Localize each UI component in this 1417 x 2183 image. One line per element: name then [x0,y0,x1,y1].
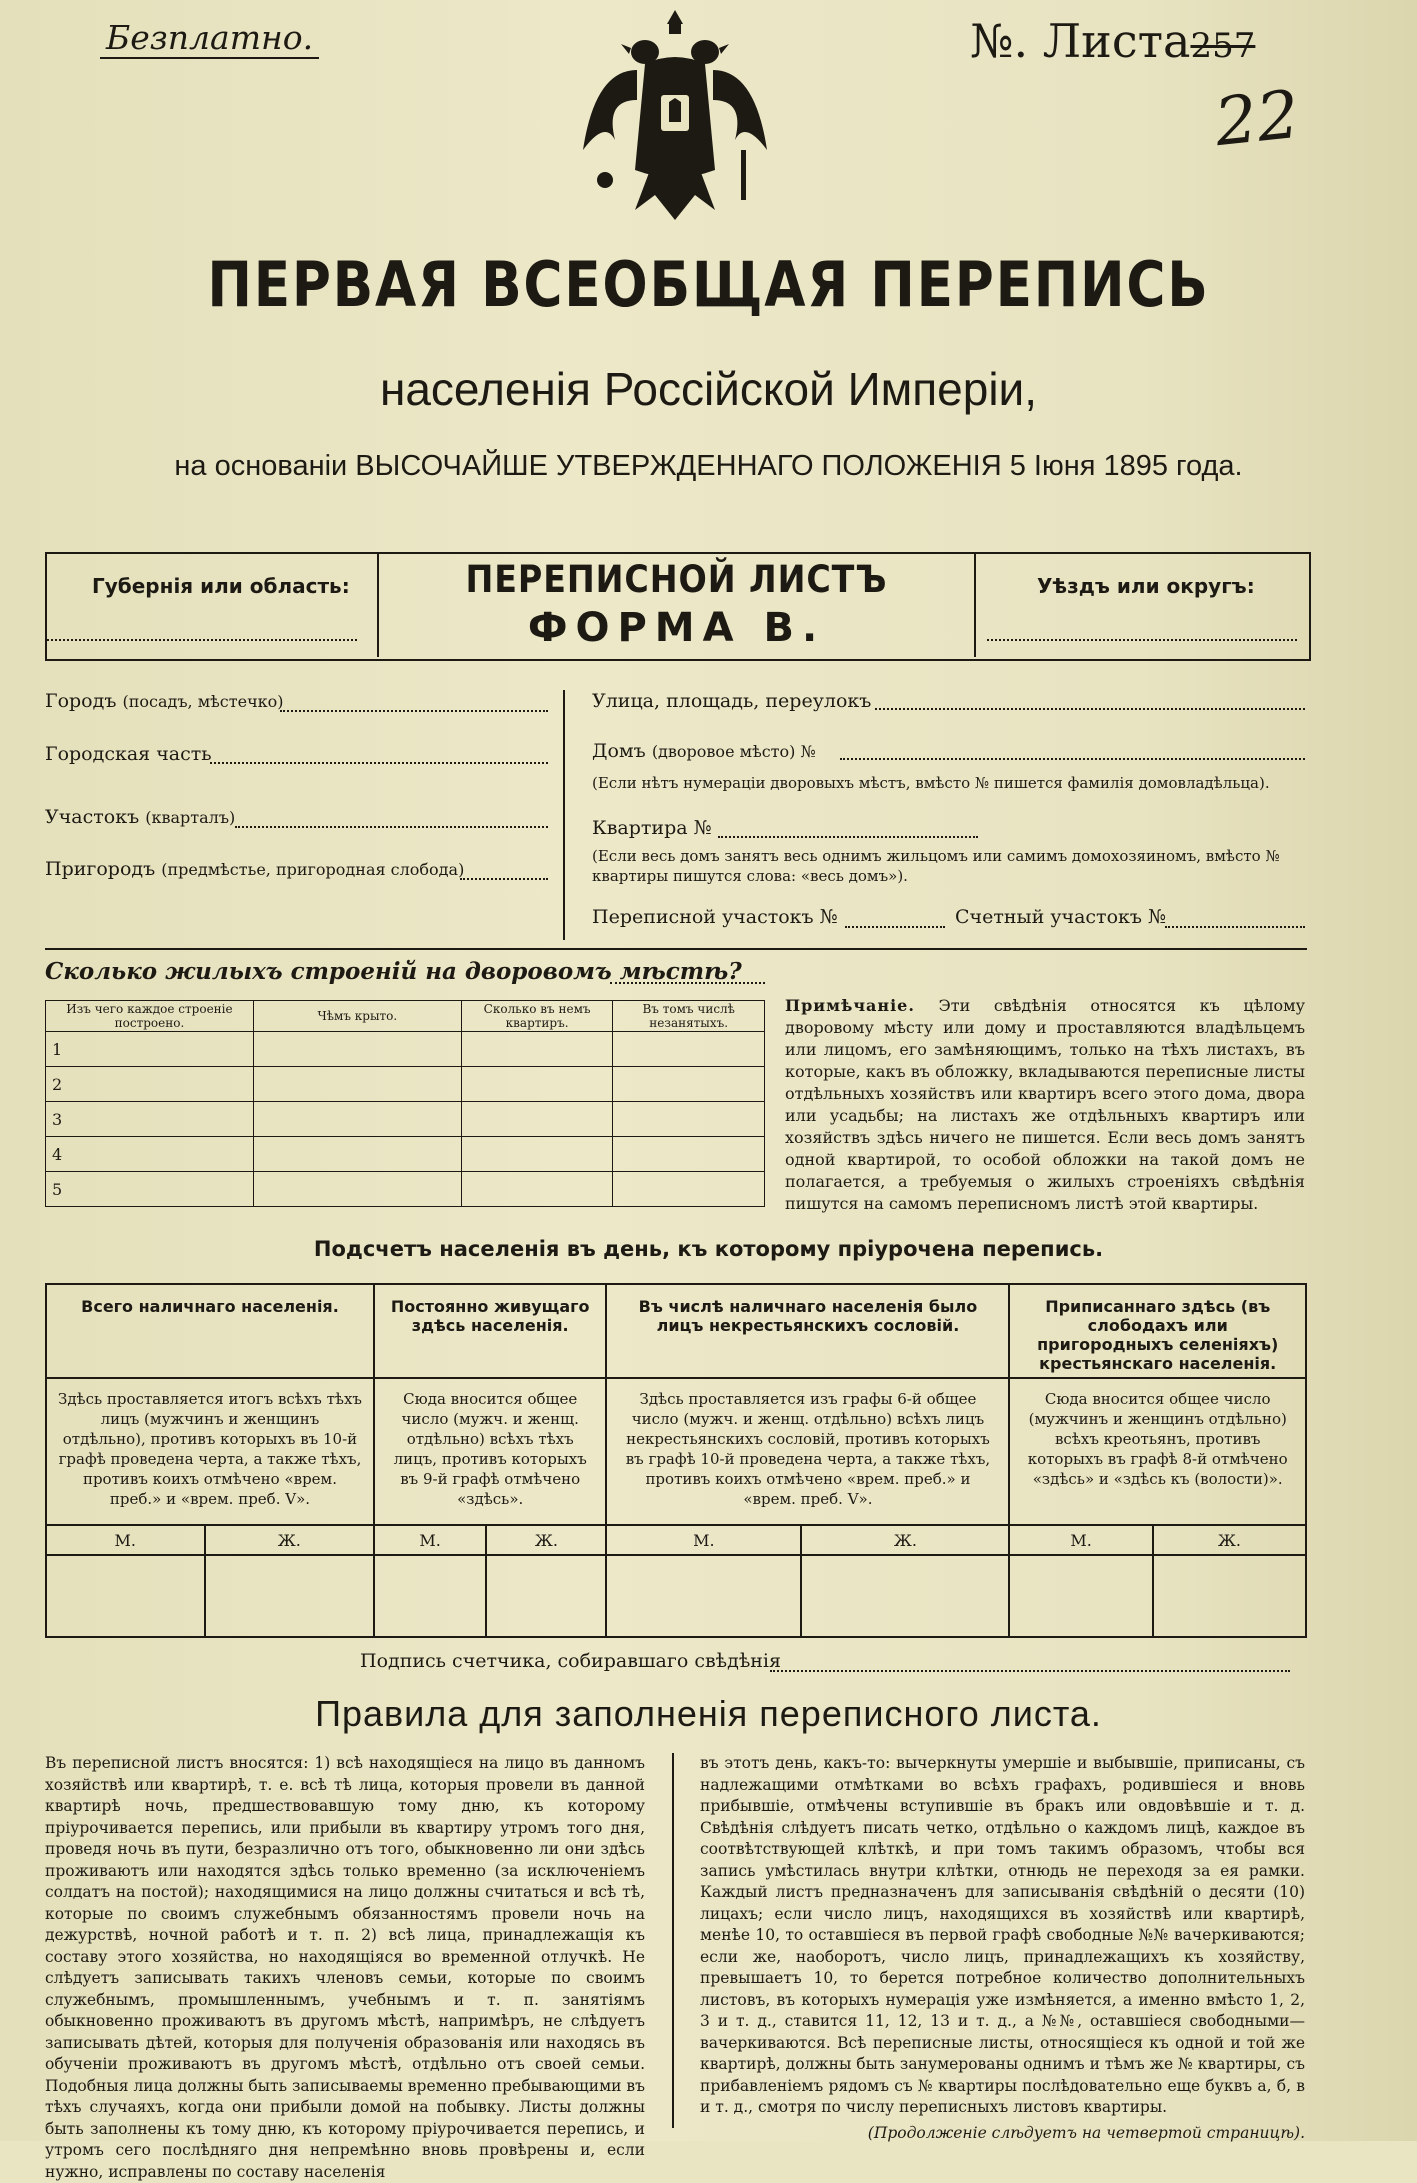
handwritten-sheet-number: 22 [1211,75,1303,162]
population-cell[interactable] [374,1555,486,1637]
table-cell[interactable] [613,1137,765,1172]
city-row [45,690,284,712]
precinct-row [45,806,235,828]
apartment-hint: (Если весь домъ занятъ весь однимъ жильцомъ или самимъ домохозяиномъ, вмѣсто № квартиры пишутся слова: «весь домъ»). [592,847,1280,885]
city-note: (посадъ, мѣстечко) [122,692,284,711]
buildings-header-row [46,1001,765,1032]
buildings-header-roof: Чѣмъ крыто. [253,1001,461,1032]
table-cell[interactable] [461,1102,613,1137]
precinct-note: (кварталъ) [145,808,236,827]
count-district-field[interactable] [1165,926,1305,928]
buildings-header-material: Изъ чего каждое строеніе построено. [46,1001,254,1032]
note-block [785,995,1305,1215]
population-col-desc: Сюда вносится общее число (мужчинъ и женщинъ отдѣльно) всѣхъ креотьянъ, противъ которыхъ въ графѣ 8-й отмѣчено «здѣсь» и «здѣсь къ (волости)». [1009,1378,1306,1525]
population-table [45,1283,1307,1638]
province-label: Губернія или область: [92,574,350,598]
count-district-label: Счетный участокъ № [955,906,1166,928]
main-title: ПЕРВАЯ ВСЕОБЩАЯ ПЕРЕПИСЬ [207,248,1210,321]
table-cell[interactable] [461,1032,613,1067]
table-cell[interactable] [613,1102,765,1137]
note-label: Примѣчаніе. [785,996,915,1015]
male-header: М. [606,1525,801,1555]
buildings-header-vacant: Въ томъ числѣ незанятыхъ. [613,1001,765,1032]
buildings-header-apartments: Сколько въ немъ квартиръ. [461,1001,613,1032]
sheet-number-label [970,14,1255,68]
population-col-head: Приписаннаго здѣсь (въ слободахъ или пригородныхъ селеніяхъ) крестьянскаго населенія. [1009,1284,1306,1378]
rules-continued: (Продолженіе слѣдуетъ на четвертой страницѣ). [867,2123,1305,2142]
apartment-label: Квартира № [592,817,712,839]
population-cell[interactable] [46,1555,205,1637]
female-header: Ж. [486,1525,606,1555]
population-cell[interactable] [205,1555,374,1637]
district-label: Уѣздъ или округъ: [1037,574,1255,598]
population-desc-row [46,1378,1306,1525]
city-part-field[interactable] [210,762,548,764]
table-cell[interactable] [253,1172,461,1207]
address-divider [563,690,565,940]
table-cell[interactable] [613,1172,765,1207]
rules-divider [672,1753,674,2128]
suburb-row [45,858,464,880]
house-hint: (Если нѣтъ нумераціи дворовыхъ мѣстъ, вмѣсто № пишется фамилія домовладѣльца). [592,774,1270,792]
table-cell[interactable] [253,1067,461,1102]
precinct-field[interactable] [235,826,548,828]
table-cell[interactable] [253,1137,461,1172]
subtitle: населенія Россійской Имперіи, [379,363,1038,415]
population-cell[interactable] [1009,1555,1152,1637]
double-headed-eagle-emblem [575,0,775,235]
form-header-box [45,552,1311,661]
population-header-row [46,1284,1306,1378]
rules-title: Правила для заполненія переписного листа. [315,1693,1102,1734]
population-title: Подсчетъ населенія въ день, къ которому пріурочена перепись. [313,1237,1104,1261]
population-cell[interactable] [606,1555,801,1637]
form-title: ПЕРЕПИСНОЙ ЛИСТЪ [465,558,888,601]
population-col-desc: Сюда вносится общее число (мужч. и женщ. отдѣльно) всѣхъ тѣхъ лицъ, противъ которыхъ въ 9-й графѣ отмѣчено «здѣсь». [374,1378,607,1525]
table-cell[interactable] [461,1137,613,1172]
population-value-row [46,1555,1306,1637]
province-field[interactable] [47,639,357,641]
house-field[interactable] [840,758,1305,760]
suburb-label: Пригородъ [45,858,156,880]
table-row [46,1067,765,1102]
male-header: М. [46,1525,205,1555]
table-cell[interactable] [253,1032,461,1067]
table-cell[interactable] [461,1067,613,1102]
table-row [46,1102,765,1137]
section-divider [45,948,1307,950]
table-cell[interactable] [613,1032,765,1067]
population-col-head: Постоянно живущаго здѣсь населенія. [374,1284,607,1378]
table-cell[interactable] [253,1102,461,1137]
rules-column-2 [700,1753,1305,2144]
form-type: ФОРМА В. [527,605,826,651]
sheet-number-struck: 257 [1190,26,1256,66]
table-row [46,1137,765,1172]
population-col-head: Всего наличнаго населенія. [46,1284,374,1378]
rules-column-2-text: въ этотъ день, какъ-то: вычеркнуты умершіе и выбывшіе, приписаны, съ надлежащими отмѣтками во всѣхъ графахъ, родившіеся и вновь прибывшіе, отмѣчены вступившіе въ бракъ или овдовѣвшіе и т. д. Свѣдѣнія слѣдуетъ писать четко, отдѣльно о каждомъ лицѣ, каждое въ соотвѣтствующей клѣткѣ, и при томъ такимъ образомъ, чтобы вся запись умѣстилась внутри клѣтки, отнюдь не переходя за ея рамки. Каждый листъ предназначенъ для записыванія свѣдѣній о десяти (10) лицахъ; если число лицъ, находящихся въ хозяйствѣ или квартирѣ, менѣе 10, то оставшіеся въ первой графѣ свободные №№ вачеркиваются; если же, наоборотъ, число лицъ, принадлежащихъ къ хозяйству, превышаетъ 10, то берется потребное количество дополнительныхъ листовъ, въ которыхъ нумерація уже измѣняется, а именно вмѣсто 1, 2, 3 и т. д., ставится 11, 12, 13 и т. д., а №№, оставшіеся свободными—вачеркиваются. Всѣ переписные листы, относящіеся къ одной и той же квартирѣ, должны быть занумерованы однимъ и тѣмъ же № квартиры, съ прибавленіемъ рядомъ съ № квартиры послѣдовательно еще буквъ а, б, в и т. д., смотря по числу переписныхъ листовъ квартиры. [700,1754,1305,2116]
table-cell[interactable] [613,1067,765,1102]
enumerator-signature-field[interactable] [770,1670,1290,1672]
buildings-answer-field[interactable] [610,982,765,984]
row-number: 5 [46,1172,254,1207]
suburb-field[interactable] [460,878,548,880]
apartment-field[interactable] [718,836,978,838]
suburb-note: (предмѣстье, пригородная слобода) [161,860,465,879]
population-cell[interactable] [1153,1555,1306,1637]
population-col-desc: Здѣсь проставляется итогъ всѣхъ тѣхъ лицъ (мужчинъ и женщинъ отдѣльно), противъ которыхъ въ 10-й графѣ проведена черта, а также тѣхъ, противъ коихъ отмѣчено «врем. преб.» и «врем. преб. V». [46,1378,374,1525]
row-number: 1 [46,1032,254,1067]
enumerator-signature-label: Подпись счетчика, собиравшаго свѣдѣнія [360,1650,781,1672]
precinct-label: Участокъ [45,806,140,828]
table-row [46,1032,765,1067]
note-text: Эти свѣдѣнія относятся къ цѣлому дворовому мѣсту или дому и проставляются владѣльцемъ или лицомъ, его замѣняющимъ, только на тѣхъ листахъ, въ которые, какъ въ обложку, вкладываются переписные листы отдѣльныхъ хозяйствъ или квартиръ всего этого дома, двора или усадьбы; на листахъ же отдѣльныхъ квартиръ или хозяйствъ здѣсь ничего не пишется. Если весь домъ занятъ одной квартирой, то особой обложки на такой домъ не полагается, а требуемыя о жилыхъ строеніяхъ свѣдѣнія пишутся на самомъ переписномъ листѣ этой квартиры. [785,996,1305,1213]
city-label: Городъ [45,690,117,712]
street-label: Улица, площадь, переулокъ [592,690,872,712]
form-title-cell [377,552,976,657]
male-header: М. [1009,1525,1152,1555]
house-label: Домъ [592,740,646,762]
buildings-table [45,1000,765,1207]
free-label: Безплатно. [100,18,319,59]
street-field[interactable] [875,708,1305,710]
district-field[interactable] [987,639,1297,641]
basis-line: на основаніи ВЫСОЧАЙШЕ УТВЕРЖДЕННАГО ПОЛОЖЕНІЯ 5 Іюня 1895 года. [174,450,1243,482]
buildings-question: Сколько жилыхъ строеній на дворовомъ мѣстѣ? [45,958,742,985]
female-header: Ж. [205,1525,374,1555]
city-part-label: Городская часть [45,743,212,765]
female-header: Ж. [1153,1525,1306,1555]
sheet-number-text: №. Листа [970,14,1191,68]
census-district-label: Переписной участокъ № [592,906,838,928]
table-cell[interactable] [461,1172,613,1207]
house-note: (дворовое мѣсто) № [651,742,816,761]
population-col-head: Въ числѣ наличнаго населенія было лицъ некрестьянскихъ сословій. [606,1284,1009,1378]
table-row [46,1172,765,1207]
census-district-field[interactable] [845,926,945,928]
population-cell[interactable] [801,1555,1009,1637]
row-number: 4 [46,1137,254,1172]
house-row [592,740,816,762]
city-field[interactable] [280,710,548,712]
row-number: 3 [46,1102,254,1137]
row-number: 2 [46,1067,254,1102]
population-sex-row [46,1525,1306,1555]
male-header: М. [374,1525,486,1555]
population-cell[interactable] [486,1555,606,1637]
rules-column-1: Въ переписной листъ вносятся: 1) всѣ находящіеся на лицо въ данномъ хозяйствѣ или квартирѣ, т. е. всѣ тѣ лица, которыя провели въ данной квартирѣ ночь, предшествовавшую тому дню, къ которому пріурочивается перепись, или прибыли въ квартиру утромъ того дня, проведя ночь въ пути, безразлично отъ того, обыкновенно ли они здѣсь проживаютъ или находятся здѣсь только временно (за исключеніемъ солдатъ на постой); находящимися на лицо должны считаться и всѣ тѣ, которые по своимъ служебнымъ обязанностямъ провели ночь на дежурствѣ, ночной работѣ и т. п. 2) всѣ лица, принадлежащія къ составу этого хозяйства, но находящіяся во временной отлучкѣ. Не слѣдуетъ записывать такихъ членовъ семьи, которые по своимъ служебнымъ, промышленнымъ, учебнымъ и т. п. занятіямъ обыкновенно проживаютъ въ другомъ мѣстѣ, напримѣръ, не слѣдуетъ записывать дѣтей, которыя для полученія образованія или находясь въ обученіи проживаютъ въ другомъ мѣстѣ, отдѣльно отъ своей семьи. Подобныя лица должны быть записываемы временно пребывающими въ тѣхъ случаяхъ, когда они прибыли домой на побывку. Листы должны быть заполнены къ тому дню, къ которому пріурочивается перепись, и утромъ сего послѣдняго дня непремѣнно вновь провѣрены и, если нужно, исправлены по составу населенія [45,1754,645,2181]
female-header: Ж. [801,1525,1009,1555]
population-col-desc: Здѣсь проставляется изъ графы 6-й общее число (мужч. и женщ. отдѣльно) всѣхъ лицъ некрестьянскихъ сословій, противъ которыхъ въ графѣ 10-й проведена черта, а также тѣхъ, противъ коихъ отмѣчено «врем. преб.» и «врем. преб. V». [606,1378,1009,1525]
